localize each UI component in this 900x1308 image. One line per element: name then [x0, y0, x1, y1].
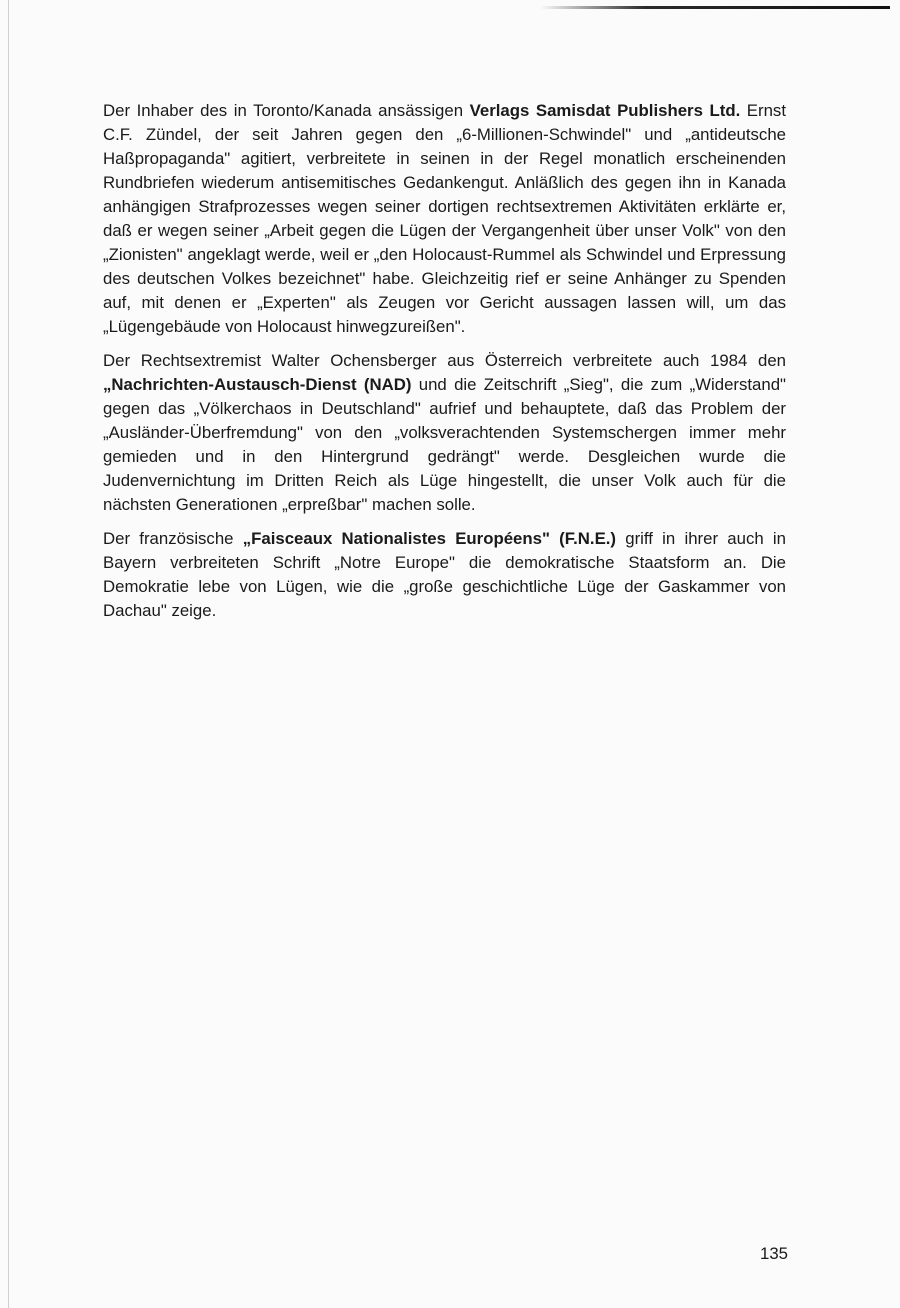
paragraph-ochensberger: [103, 349, 786, 517]
paragraph-fne: [103, 527, 786, 623]
text-run: Ernst C.F. Zündel, der seit Jahren gegen den „6-Millionen-Schwindel" und „antideutsche Haßpropaganda" agitiert, verbreitete in seinen in der Regel monatlich erscheinenden Rundbriefen wiederum antisemitisches Gedankengut. Anläßlich des gegen ihn in Kanada anhängigen Strafprozesses wegen seiner dortigen rechtsextremen Aktivitäten erklärte er, daß er wegen seiner „Arbeit gegen die Lügen der Vergangenheit über unser Volk" von den „Zionisten" angeklagt werde, weil er „den Holocaust-Rummel als Schwindel und Erpressung des deutschen Volkes bezeichnet" habe. Gleichzeitig rief er seine Anhänger zu Spenden auf, mit denen er „Experten" als Zeugen vor Gericht aussagen lassen will, um das „Lügengebäude von Holocaust hinwegzureißen".: [103, 101, 786, 336]
text-run-bold: „Nachrichten-Austausch-Dienst (NAD): [103, 375, 412, 394]
text-run: griff in ihrer auch in Bayern verbreiteten Schrift „Notre Europe" die demokratische Staatsform an. Die Demokratie lebe von Lügen, wie die „große geschichtliche Lüge der Gaskammer von Dachau" zeige.: [103, 529, 786, 620]
text-run: Der Rechtsextremist Walter Ochensberger aus Österreich verbreitete auch 1984 den: [103, 351, 786, 370]
text-run-bold: Verlags Samisdat Publishers Ltd.: [469, 101, 741, 120]
scan-top-rule: [540, 6, 890, 9]
text-run: Der Inhaber des in Toronto/Kanada ansässigen: [103, 101, 470, 120]
text-run: Der französische: [103, 529, 243, 548]
text-run-bold: „Faisceaux Nationalistes Européens" (F.N.E.): [242, 529, 617, 548]
body-text: [103, 99, 786, 633]
page-number: 135: [760, 1244, 788, 1263]
scan-edge-line: [8, 0, 9, 1308]
paragraph-samisdat: [103, 99, 786, 339]
text-run: und die Zeitschrift „Sieg", die zum „Widerstand" gegen das „Völkerchaos in Deutschland" aufrief und behauptete, daß das Problem der „Ausländer-Überfremdung" von den „volksverachtenden Systemschergen immer mehr gemieden und in den Hintergrund gedrängt" werde. Desgleichen wurde die Judenvernichtung im Dritten Reich als Lüge hingestellt, die unser Volk auch für die nächsten Generationen „erpreßbar" machen solle.: [103, 375, 786, 514]
